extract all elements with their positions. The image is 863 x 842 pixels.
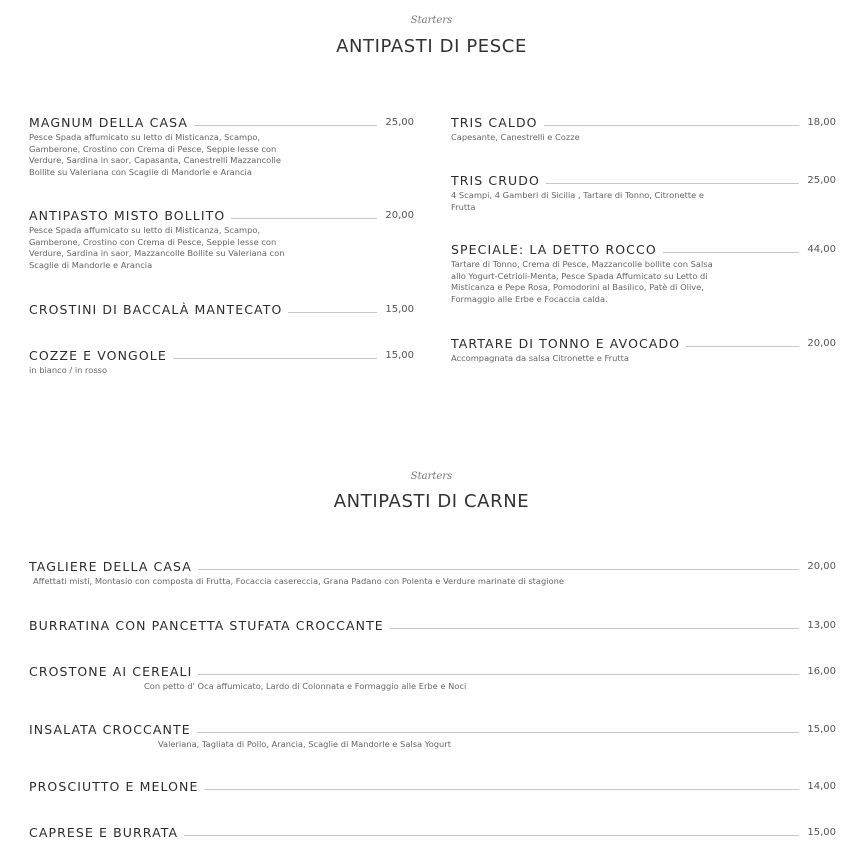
item-name: CROSTINI DI BACCALÀ MANTECATO: [29, 302, 283, 317]
item-name: TAGLIERE DELLA CASA: [29, 559, 192, 574]
item-name: TARTARE DI TONNO E AVOCADO: [451, 336, 681, 351]
menu-item: [29, 661, 836, 693]
item-name: PROSCIUTTO E MELONE: [29, 779, 199, 794]
item-price: 16,00: [807, 666, 836, 677]
item-price: 20,00: [385, 210, 414, 221]
item-description: 4 Scampi, 4 Gamberi di Sicilia , Tartare di Tonno, Citronette e Frutta: [451, 190, 704, 212]
item-description: Pesce Spada affumicato su letto di Misticanza, Scampo, Gamberone, Crostino con Crema di Pesce, Seppie lesse con Verdure, Sardina in saor, Mazzancolle Bollite su Valeriana con Scaglie di Mandorle e Arancia: [29, 225, 285, 270]
item-price: 25,00: [385, 117, 414, 128]
item-name: TRIS CALDO: [451, 115, 538, 130]
menu-item: [29, 822, 836, 840]
menu-item: [451, 170, 836, 213]
leader-line: [204, 789, 799, 790]
item-name: TRIS CRUDO: [451, 173, 540, 188]
item-description: Tartare di Tonno, Crema di Pesce, Mazzancolle bollite con Salsa allo Yogurt-Cetrioli-Menta, Pesce Spada Affumicato su Letto di Misticanza e Pepe Rosa, Pomodorini al Basilico, Patè di Olive, Formaggio alle Erbe e Focaccia calda.: [451, 259, 713, 304]
item-name: SPECIALE: LA DETTO ROCCO: [451, 242, 657, 257]
section-subtitle-pesce: Starters: [410, 15, 453, 26]
item-name: INSALATA CROCCANTE: [29, 722, 191, 737]
leader-line: [173, 358, 378, 359]
menu-item: [29, 556, 836, 588]
item-price: 14,00: [807, 781, 836, 792]
item-description: Capesante, Canestrelli e Cozze: [451, 132, 580, 142]
leader-line: [198, 674, 799, 675]
item-name: BURRATINA CON PANCETTA STUFATA CROCCANTE: [29, 618, 384, 633]
leader-line: [544, 125, 800, 126]
item-name: CROSTONE AI CEREALI: [29, 664, 193, 679]
item-description: Con petto d' Oca affumicato, Lardo di Colonnata e Formaggio alle Erbe e Noci: [144, 681, 467, 691]
item-description: Affettati misti, Montasio con composta di Frutta, Focaccia casereccia, Grana Padano con Polenta e Verdure marinate di stagione: [33, 576, 564, 586]
menu-item: [29, 719, 836, 751]
menu-item: [451, 112, 836, 144]
item-price: 13,00: [807, 620, 836, 631]
leader-line: [198, 569, 799, 570]
leader-line: [686, 346, 799, 347]
section-subtitle-carne: Starters: [410, 471, 453, 482]
leader-line: [194, 125, 377, 126]
item-price: 15,00: [807, 724, 836, 735]
menu-item: [451, 333, 836, 365]
item-name: CAPRESE E BURRATA: [29, 825, 179, 840]
item-price: 25,00: [807, 175, 836, 186]
item-price: 18,00: [807, 117, 836, 128]
item-price: 44,00: [807, 244, 836, 255]
item-name: COZZE E VONGOLE: [29, 348, 167, 363]
item-price: 20,00: [807, 561, 836, 572]
item-price: 15,00: [807, 827, 836, 838]
leader-line: [390, 628, 800, 629]
item-name: MAGNUM DELLA CASA: [29, 115, 189, 130]
menu-item: [29, 205, 414, 271]
leader-line: [197, 732, 800, 733]
item-price: 15,00: [385, 350, 414, 361]
section-title-pesce: ANTIPASTI DI PESCE: [336, 36, 527, 57]
item-price: 20,00: [807, 338, 836, 349]
item-description: Valeriana, Tagliata di Pollo, Arancia, Scaglie di Mandorle e Salsa Yogurt: [158, 739, 451, 749]
section-title-carne: ANTIPASTI DI CARNE: [333, 491, 530, 512]
item-price: 15,00: [385, 304, 414, 315]
leader-line: [288, 312, 377, 313]
menu-item: [29, 776, 836, 794]
menu-item: [451, 239, 836, 305]
item-name: ANTIPASTO MISTO BOLLITO: [29, 208, 226, 223]
item-description: Accompagnata da salsa Citronette e Frutta: [451, 353, 629, 363]
leader-line: [546, 183, 799, 184]
item-description: in bianco / in rosso: [29, 365, 108, 375]
leader-line: [663, 252, 800, 253]
menu-item: [29, 112, 414, 178]
menu-item: [29, 615, 836, 633]
item-description: Pesce Spada affumicato su letto di Misticanza, Scampo, Gamberone, Crostino con Crema di Pesce, Seppie lesse con Verdure, Sardina in saor, Capasanta, Canestrelli Mazzancolle Bollite su Valeriana con Scaglie di Mandorle e Arancia: [29, 132, 281, 177]
leader-line: [231, 218, 377, 219]
menu-item: [29, 299, 414, 317]
leader-line: [184, 835, 799, 836]
menu-item: [29, 345, 414, 377]
